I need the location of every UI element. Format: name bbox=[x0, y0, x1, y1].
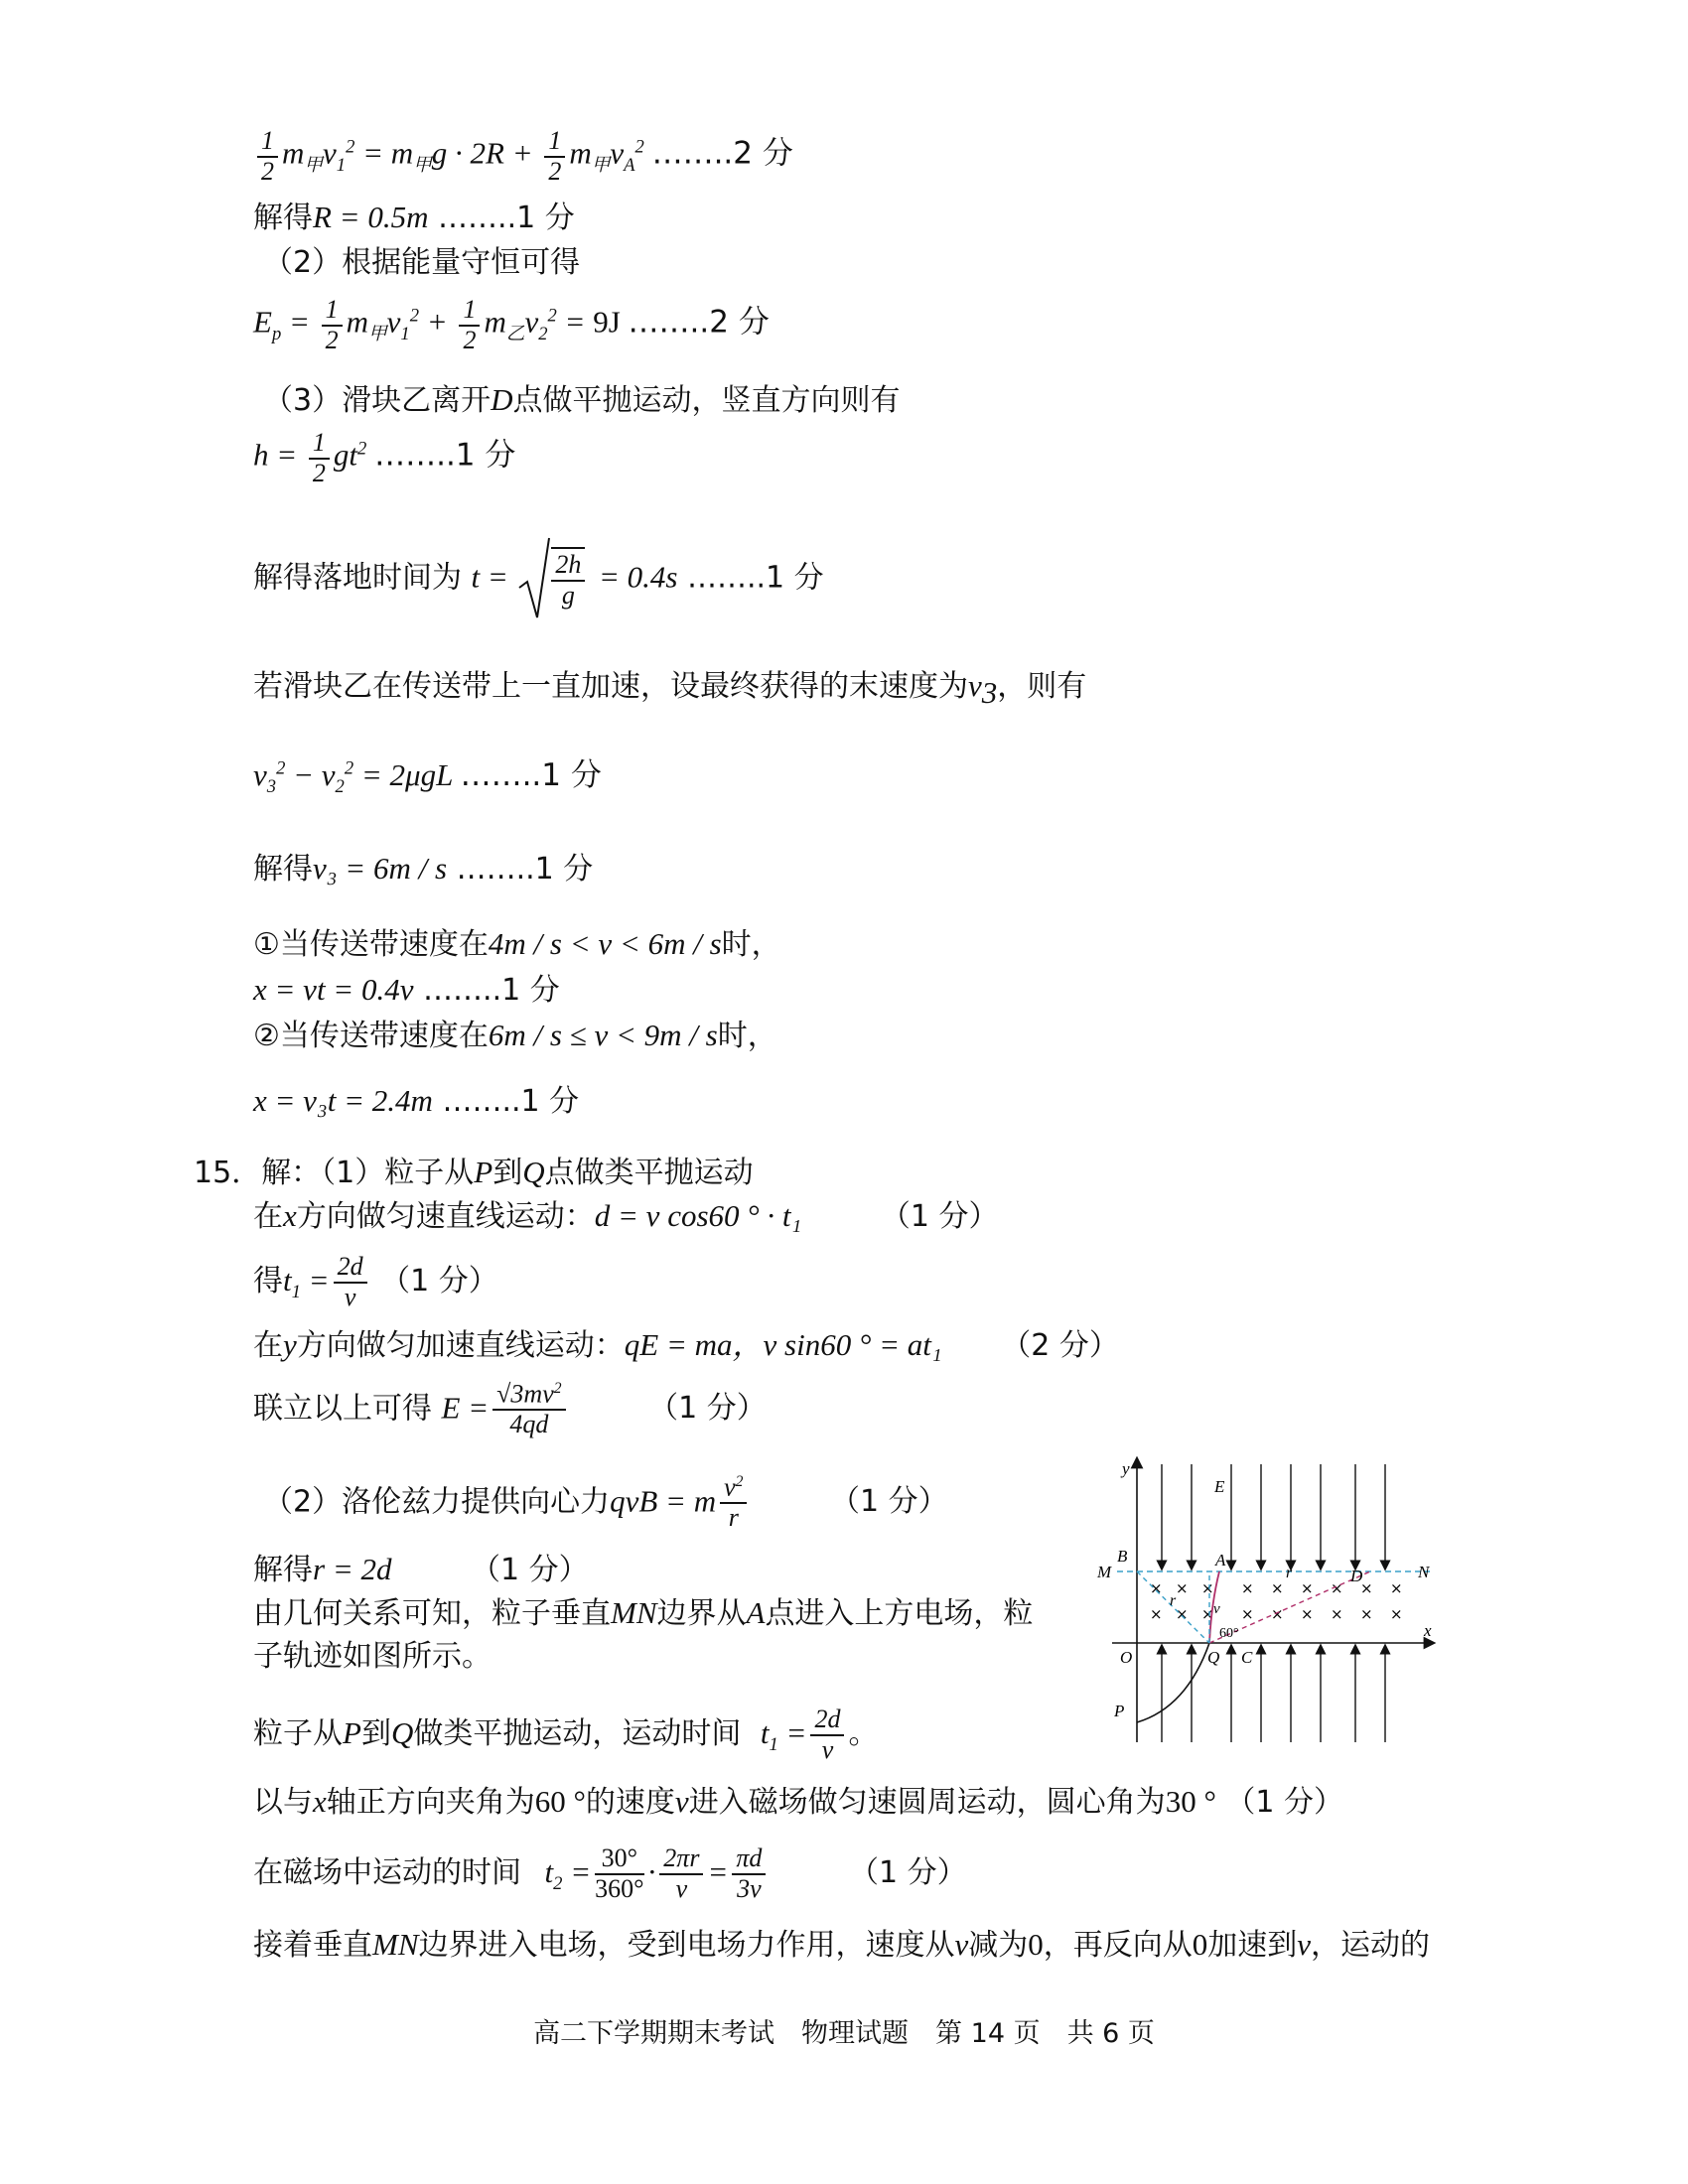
field-cross: × bbox=[1271, 1579, 1284, 1597]
line-y-accelerate: 在y方向做匀加速直线运动：qE = ma，v sin60 ° = at₁ （2 分） bbox=[253, 1327, 1119, 1363]
line-enter-field: 以与x轴正方向夹角为60 °的速度v进入磁场做匀速圆周运动，圆心角为30 ° （1 分） bbox=[253, 1784, 1344, 1820]
page-footer: 高二下学期期末考试 物理试题 第 14 页 共 6 页 bbox=[533, 2018, 1155, 2049]
field-cross: × bbox=[1150, 1579, 1163, 1597]
field-cross: × bbox=[1201, 1605, 1214, 1623]
label-C: C bbox=[1241, 1648, 1253, 1667]
label-N: N bbox=[1418, 1563, 1430, 1581]
field-cross: × bbox=[1390, 1605, 1403, 1623]
field-cross: × bbox=[1201, 1579, 1214, 1597]
line-solve-radius: 解得r = 2d （1 分） bbox=[253, 1552, 589, 1587]
field-cross: × bbox=[1360, 1579, 1373, 1597]
electric-field-lines-upper bbox=[1162, 1464, 1385, 1566]
label-y: y bbox=[1122, 1459, 1130, 1478]
equation-energy-top: $\frac{1}{2}$ $m_甲v_1^2 = m_甲g \cdot 2R$ + $\frac{1}{2}$ $m_甲v_A^2$ ……..2 分 bbox=[253, 127, 793, 186]
field-cross: × bbox=[1301, 1579, 1314, 1597]
line-time-t2: 在磁场中运动的时间 $t_2$ = $\frac{30^\circ}{360^\circ}$ · $\frac{2\pi r}{v}$ = $\frac{\pi d}{3v}$ （1 分） bbox=[253, 1843, 967, 1903]
line-field-reverse: 接着垂直MN边界进入电场，受到电场力作用，速度从v减为0，再反向从0加速到v，运动的 bbox=[253, 1927, 1431, 1963]
field-cross: × bbox=[1241, 1605, 1254, 1623]
label-Q: Q bbox=[1207, 1648, 1220, 1667]
line-lorentz: （2）洛伦兹力提供向心力qvB = m $\frac{v^2}{r}$ （1 分） bbox=[263, 1472, 948, 1533]
label-O: O bbox=[1120, 1648, 1133, 1667]
label-B: B bbox=[1117, 1547, 1128, 1566]
label-P: P bbox=[1114, 1702, 1125, 1720]
field-cross: × bbox=[1150, 1605, 1163, 1623]
line-solve-r: 解得R = 0.5m ……..1 分 bbox=[253, 200, 575, 235]
field-cross: × bbox=[1301, 1605, 1314, 1623]
line-part3-heading: （3）滑块乙离开D点做平抛运动，竖直方向则有 bbox=[263, 382, 901, 418]
line-field-E: 联立以上可得 E = $\frac{√3mv^2}{4qd}$ （1 分） bbox=[253, 1379, 767, 1439]
field-cross: × bbox=[1331, 1605, 1343, 1623]
question-15-heading: 15．解：（1）粒子从P到Q点做类平抛运动 bbox=[194, 1155, 754, 1190]
line-trajectory: 子轨迹如图所示。 bbox=[253, 1639, 492, 1674]
label-v: v bbox=[1213, 1601, 1220, 1617]
label-D: D bbox=[1350, 1567, 1363, 1585]
label-x: x bbox=[1424, 1621, 1432, 1640]
field-cross: × bbox=[1241, 1579, 1254, 1597]
line-t1: 得$t_1$ = $\frac{2d}{v}$ （1 分） bbox=[253, 1252, 498, 1311]
trajectory-p-to-q bbox=[1137, 1643, 1209, 1722]
field-diagram bbox=[1092, 1454, 1440, 1752]
line-case-1: ①当传送带速度在4m / s < v < 6m / s时， bbox=[253, 926, 781, 962]
line-case-2-result: x = v₃t = 2.4m ……..1 分 bbox=[253, 1083, 580, 1119]
equation-height: h = $\frac{1}{2}$ $gt^2$ ……..1 分 bbox=[253, 428, 516, 487]
electric-field-lines-lower bbox=[1162, 1649, 1385, 1742]
field-cross: × bbox=[1390, 1579, 1403, 1597]
field-cross: × bbox=[1360, 1605, 1373, 1623]
line-case-1-result: x = vt = 0.4v ……..1 分 bbox=[253, 972, 560, 1008]
field-cross: × bbox=[1271, 1605, 1284, 1623]
label-M: M bbox=[1097, 1563, 1112, 1581]
label-r-1: r bbox=[1170, 1592, 1177, 1609]
label-angle: 60° bbox=[1219, 1626, 1239, 1641]
field-cross: × bbox=[1176, 1605, 1189, 1623]
label-E: E bbox=[1214, 1477, 1225, 1496]
line-case-2: ②当传送带速度在6m / s ≤ v < 9m / s时， bbox=[253, 1018, 777, 1053]
line-x-uniform: 在x方向做匀速直线运动：d = v cos60 ° · t₁ （1 分） bbox=[253, 1198, 999, 1234]
line-accelerate-condition: 若滑块乙在传送带上一直加速，设最终获得的末速度为$v_3$，则有 bbox=[253, 668, 1087, 710]
line-solve-v3: 解得v₃ = 6m / s ……..1 分 bbox=[253, 851, 594, 887]
label-A: A bbox=[1215, 1551, 1226, 1570]
label-r-2: r bbox=[1286, 1565, 1293, 1581]
field-cross: × bbox=[1331, 1579, 1343, 1597]
field-cross: × bbox=[1176, 1579, 1189, 1597]
line-fall-time: 解得落地时间为 t = $\frac{2h}{g}$ = 0.4s ……..1 分 bbox=[253, 536, 824, 621]
sqrt-symbol-icon bbox=[517, 536, 551, 621]
equation-ep: $E_p$ = $\frac{1}{2}$ $m_甲v_1^2$ + $\frac{1}{2}$ $m_乙v_2^2 = 9J$ ……..2 分 bbox=[253, 295, 770, 354]
magnetic-field-crosses bbox=[1150, 1579, 1403, 1623]
equation-kinematics: $v_3^2 - v_2^2 = 2\mu gL$ ……..1 分 bbox=[253, 757, 602, 798]
line-time-t1: 粒子从P到Q做类平抛运动，运动时间 $t_1$ = $\frac{2d}{v}$ 。 bbox=[253, 1705, 879, 1764]
line-part2-heading: （2）根据能量守恒可得 bbox=[263, 245, 581, 280]
line-geometry: 由几何关系可知，粒子垂直MN边界从A点进入上方电场，粒 bbox=[253, 1595, 1034, 1631]
